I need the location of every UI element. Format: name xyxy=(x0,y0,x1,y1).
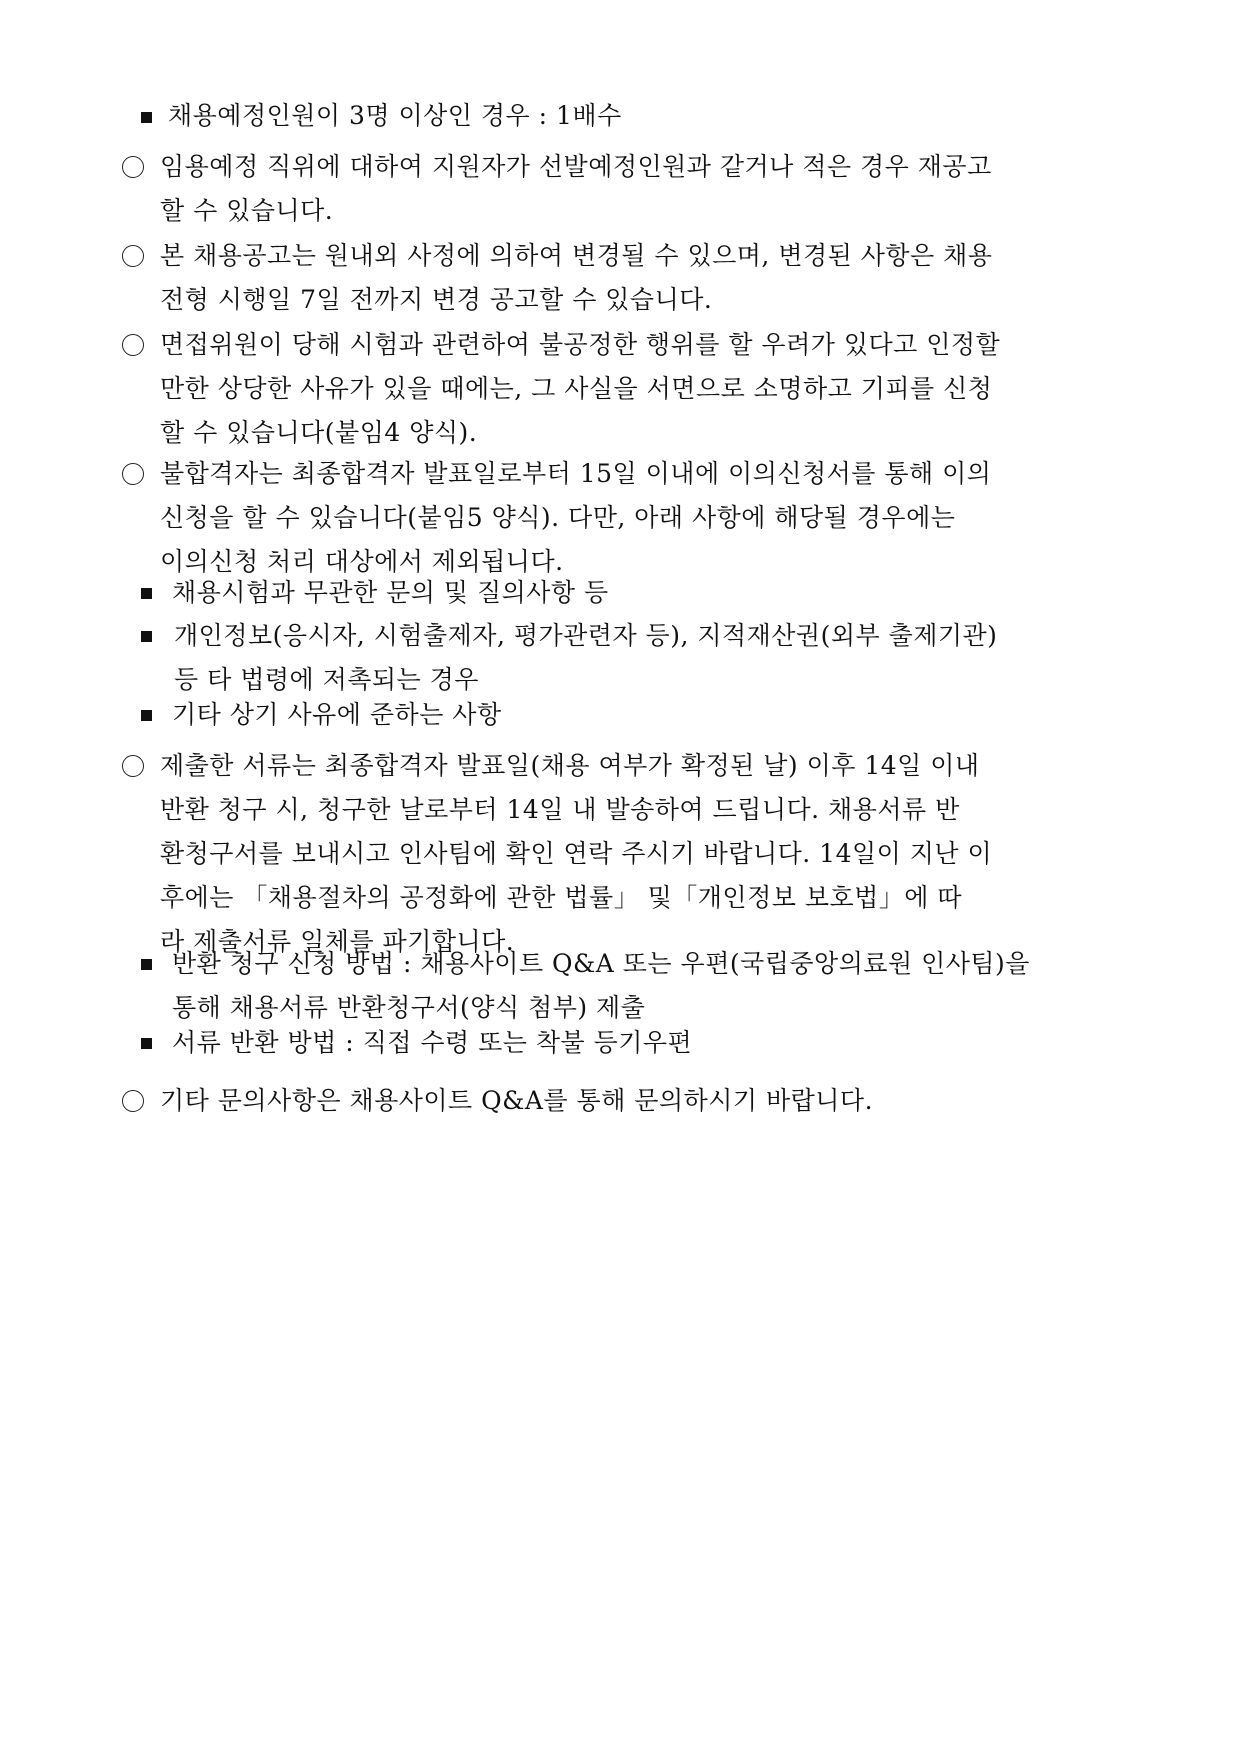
text-line: 등 타 법령에 저촉되는 경우 xyxy=(174,665,479,694)
text-line: 기타 상기 사유에 준하는 사항 xyxy=(172,700,502,729)
bullet-item xyxy=(160,744,992,964)
text-line: 제출한 서류는 최종합격자 발표일(채용 여부가 확정된 날) 이후 14일 이내 xyxy=(160,751,980,780)
bullet-item xyxy=(160,323,1000,455)
sub-bullet-item xyxy=(174,614,997,702)
sub-bullet-item xyxy=(172,1021,692,1065)
bullet-item xyxy=(160,1079,873,1123)
square-bullet-icon xyxy=(141,588,152,599)
text-line: 기타 문의사항은 채용사이트 Q&A를 통해 문의하시기 바랍니다. xyxy=(160,1086,874,1115)
text-line: 만한 상당한 사유가 있을 때에는, 그 사실을 서면으로 소명하고 기피를 신청 xyxy=(160,374,993,403)
text-line: 통해 채용서류 반환청구서(양식 첨부) 제출 xyxy=(172,993,646,1022)
text-line: 이의신청 처리 대상에서 제외됩니다. xyxy=(160,547,564,576)
square-bullet-icon xyxy=(141,959,152,970)
bullet-item xyxy=(160,145,992,233)
sub-bullet-item xyxy=(172,693,502,737)
sub-bullet-item xyxy=(172,571,609,615)
square-bullet-icon xyxy=(141,112,152,123)
circle-bullet-icon xyxy=(122,156,144,178)
text-line: 할 수 있습니다. xyxy=(160,196,334,225)
text-line: 개인정보(응시자, 시험출제자, 평가관련자 등), 지적재산권(외부 출제기관) xyxy=(174,621,998,650)
text-line: 신청을 할 수 있습니다(붙임5 양식). 다만, 아래 사항에 해당될 경우에는 xyxy=(160,503,956,532)
text-line: 할 수 있습니다(붙임4 양식). xyxy=(160,418,478,447)
text-line: 후에는 「채용절차의 공정화에 관한 법률」 및「개인정보 보호법」에 따 xyxy=(160,883,963,912)
text-line: 면접위원이 당해 시험과 관련하여 불공정한 행위를 할 우려가 있다고 인정할 xyxy=(160,330,1001,359)
text-line: 반환 청구 시, 청구한 날로부터 14일 내 발송하여 드립니다. 채용서류 반 xyxy=(160,795,960,824)
square-bullet-icon xyxy=(141,710,152,721)
text-line: 반환 청구 신청 방법 : 채용사이트 Q&A 또는 우편(국립중앙의료원 인사팀)을 xyxy=(172,949,1030,978)
circle-bullet-icon xyxy=(122,245,144,267)
sub-bullet-item xyxy=(168,94,622,138)
bullet-item xyxy=(160,234,992,322)
text-line: 환청구서를 보내시고 인사팀에 확인 연락 주시기 바랍니다. 14일이 지난 이 xyxy=(160,839,993,868)
text-line: 전형 시행일 7일 전까지 변경 공고할 수 있습니다. xyxy=(160,285,713,314)
text-line: 임용예정 직위에 대하여 지원자가 선발예정인원과 같거나 적은 경우 재공고 xyxy=(160,152,992,181)
circle-bullet-icon xyxy=(122,463,144,485)
text-line: 라 제출서류 일체를 파기합니다. xyxy=(160,927,515,956)
text-line: 채용시험과 무관한 문의 및 질의사항 등 xyxy=(172,578,609,607)
text-line: 본 채용공고는 원내외 사정에 의하여 변경될 수 있으며, 변경된 사항은 채용 xyxy=(160,241,993,270)
text-line: 불합격자는 최종합격자 발표일로부터 15일 이내에 이의신청서를 통해 이의 xyxy=(160,459,992,488)
sub-bullet-item xyxy=(172,942,1030,1030)
bullet-item xyxy=(160,452,991,584)
text-line: 채용예정인원이 3명 이상인 경우 : 1배수 xyxy=(168,101,622,130)
square-bullet-icon xyxy=(141,631,152,642)
circle-bullet-icon xyxy=(122,334,144,356)
circle-bullet-icon xyxy=(122,755,144,777)
square-bullet-icon xyxy=(141,1038,152,1049)
circle-bullet-icon xyxy=(122,1090,144,1112)
text-line: 서류 반환 방법 : 직접 수령 또는 착불 등기우편 xyxy=(172,1028,693,1057)
